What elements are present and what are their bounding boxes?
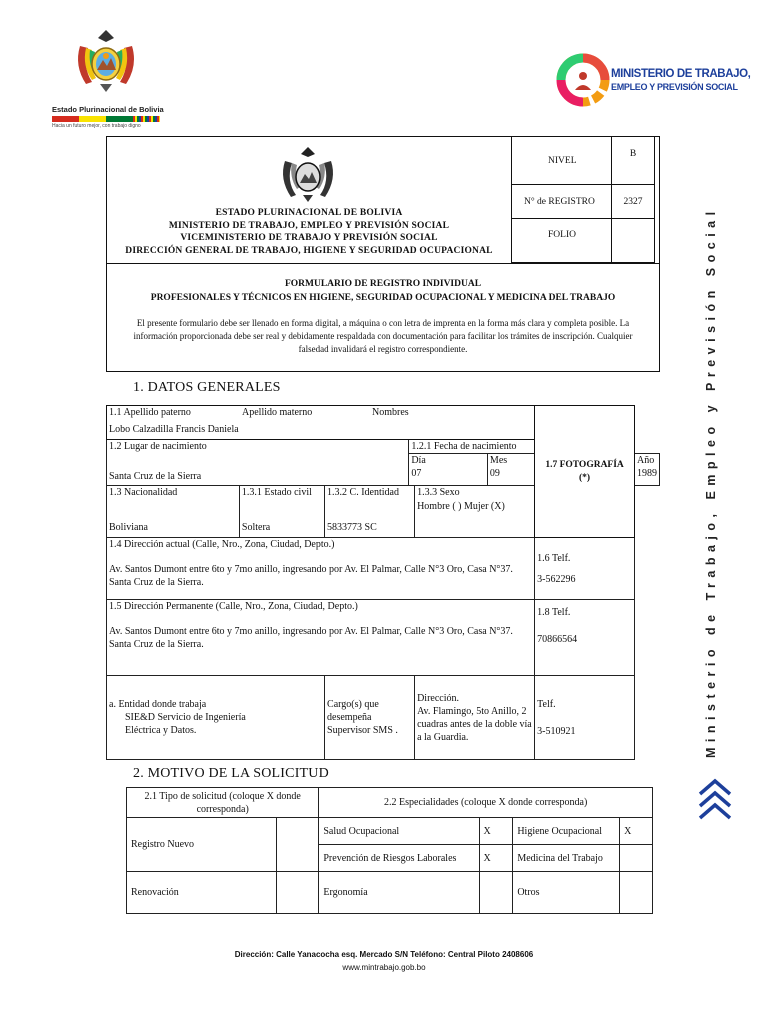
ergonomia-label: Ergonomía xyxy=(319,872,479,914)
section2-title: 2. MOTIVO DE LA SOLICITUD xyxy=(133,766,329,781)
estado-civil-cell[interactable] xyxy=(239,486,324,538)
registro-nuevo-checkbox[interactable] xyxy=(276,818,319,872)
ci-value: 5833773 SC xyxy=(327,522,377,533)
folio-label: FOLIO xyxy=(512,219,612,263)
registration-table xyxy=(511,136,655,263)
dir-actual-label: 1.4 Dirección actual (Calle, Nro., Zona, Ciudad, Depto.) xyxy=(109,539,335,550)
form-title xyxy=(107,277,659,305)
ergonomia-checkbox[interactable] xyxy=(479,872,513,914)
intro-text: El presente formulario debe ser llenado en forma digital, a máquina o con letra de imprenta en la forma más clara y completa posible. La información proporcionada debe ser real y debidamente respaldada con documentación para facilitar los trámites de inscripción. Cualquier falsedad invalidará el registro correspondiente. xyxy=(133,318,633,354)
country-name: Estado Plurinacional de Bolivia xyxy=(52,105,164,114)
registro-label: N° de REGISTRO xyxy=(512,185,612,219)
country-motto: Hacia un futuro mejor, con trabajo digno xyxy=(52,123,141,129)
registro-nuevo-label: Registro Nuevo xyxy=(127,818,277,872)
foto-note: (*) xyxy=(579,472,591,483)
bolivia-coat-of-arms-icon xyxy=(70,26,142,98)
esp-header: 2.2 Especialidades (coloque X donde corresponda) xyxy=(319,788,653,818)
org-line: MINISTERIO DE TRABAJO, EMPLEO Y PREVISIÓN SOCIAL xyxy=(168,220,450,231)
lugar-label: 1.2 Lugar de nacimiento xyxy=(109,441,207,452)
medicina-label: Medicina del Trabajo xyxy=(513,845,620,872)
divider xyxy=(107,263,659,264)
motivo-solicitud-table xyxy=(126,787,653,914)
dir-perm-label: 1.5 Dirección Permanente (Calle, Nro., Zona, Ciudad, Depto.) xyxy=(109,601,358,612)
telf2-value: 70866564 xyxy=(537,634,578,645)
mes-label: Mes xyxy=(489,455,508,466)
form-title-line2: PROFESIONALES Y TÉCNICOS EN HIGIENE, SEGURIDAD OCUPACIONAL Y MEDICINA DEL TRABAJO xyxy=(150,293,616,303)
medicina-checkbox[interactable] xyxy=(620,845,653,872)
dir-actual-value: Av. Santos Dumont entre 6to y 7mo anillo, ingresando por Av. El Palmar, Calle N°3 Oro, Casa N°37. Santa Cruz de la Sierra. xyxy=(109,564,513,588)
nacionalidad-cell[interactable] xyxy=(107,486,240,538)
ci-cell[interactable] xyxy=(325,486,415,538)
form-header xyxy=(106,136,660,372)
telf3-value: 3-510921 xyxy=(537,725,576,737)
footer xyxy=(0,948,768,974)
cargo-cell[interactable] xyxy=(325,676,415,760)
cargo-value: Supervisor SMS . xyxy=(327,725,398,736)
flag-strip xyxy=(52,116,160,122)
photo-box[interactable] xyxy=(535,406,635,538)
telf1-value: 3-562296 xyxy=(537,574,576,585)
ministry-name-line1: MINISTERIO DE TRABAJO, xyxy=(611,68,751,80)
telf2-label: 1.8 Telf. xyxy=(537,607,571,618)
mes-value: 09 xyxy=(489,468,500,479)
tipo-header: 2.1 Tipo de solicitud (coloque X donde corresponda) xyxy=(127,788,319,818)
foto-label: 1.7 FOTOGRAFÍA xyxy=(545,459,624,470)
direccion-cell[interactable] xyxy=(415,676,535,760)
ministry-name-line2: EMPLEO Y PREVISIÓN SOCIAL xyxy=(611,82,738,92)
organization-block xyxy=(107,207,511,257)
direccion-label: Dirección. xyxy=(417,692,459,704)
nombres-label: Nombres xyxy=(372,407,409,418)
form-title-line1: FORMULARIO DE REGISTRO INDIVIDUAL xyxy=(284,279,482,289)
apellido-materno-label: Apellido materno xyxy=(242,407,313,418)
footer-website[interactable]: www.mintrabajo.gob.bo xyxy=(342,963,426,972)
estado-civil-value: Soltera xyxy=(241,522,271,533)
gear-logo-icon xyxy=(553,46,617,110)
fecha-label: 1.2.1 Fecha de nacimiento xyxy=(409,440,535,454)
telf3-label: Telf. xyxy=(537,698,556,710)
cargo-label: Cargo(s) que desempeña xyxy=(327,699,379,723)
renovacion-checkbox[interactable] xyxy=(276,872,319,914)
otros-label: Otros xyxy=(513,872,620,914)
name-cell xyxy=(107,406,535,440)
section1-title: 1. DATOS GENERALES xyxy=(133,380,281,395)
footer-address: Dirección: Calle Yanacocha esq. Mercado S/N Teléfono: Central Piloto 2408606 xyxy=(234,950,534,959)
coat-of-arms-bw-icon xyxy=(277,145,339,205)
dir-perm-cell[interactable] xyxy=(107,600,535,676)
anio-label: Año xyxy=(637,455,655,466)
org-line: DIRECCIÓN GENERAL DE TRABAJO, HIGIENE Y SEGURIDAD OCUPACIONAL xyxy=(125,245,493,256)
telf3-cell[interactable] xyxy=(535,676,635,760)
nivel-value: B xyxy=(612,137,655,185)
entidad-value: SIE&D Servicio de Ingeniería Eléctrica y Datos. xyxy=(125,712,246,736)
nivel-label: NIVEL xyxy=(512,137,612,185)
sexo-value: Hombre ( ) Mujer (X) xyxy=(417,501,505,512)
ministry-logo xyxy=(553,46,751,116)
higiene-checkbox[interactable]: X xyxy=(620,818,653,845)
entidad-label: a. Entidad donde trabaja xyxy=(109,699,207,710)
anio-value: 1989 xyxy=(637,468,657,479)
ci-label: 1.3.2 C. Identidad xyxy=(327,487,399,498)
lugar-value[interactable]: Santa Cruz de la Sierra xyxy=(109,471,202,482)
dir-actual-cell[interactable] xyxy=(107,538,535,600)
apellido-paterno-label: 1.1 Apellido paterno xyxy=(109,407,191,418)
otros-checkbox[interactable] xyxy=(620,872,653,914)
telf2-cell[interactable] xyxy=(535,600,635,676)
sexo-cell[interactable] xyxy=(415,486,535,538)
nacionalidad-label: 1.3 Nacionalidad xyxy=(109,487,178,498)
nacionalidad-value: Boliviana xyxy=(109,522,148,533)
mes-cell[interactable] xyxy=(487,454,534,486)
dia-cell[interactable] xyxy=(409,454,488,486)
nombre-value[interactable]: Lobo Calzadilla Francis Daniela xyxy=(109,424,239,435)
bolivia-logo xyxy=(52,26,170,129)
vertical-text: Ministerio de Trabajo, Empleo y Previsión Social xyxy=(704,206,718,758)
entidad-cell[interactable] xyxy=(107,676,325,760)
dir-perm-value: Av. Santos Dumont entre 6to y 7mo anillo, ingresando por Av. El Palmar, Calle N°3 Oro, Casa N°37. Santa Cruz de la Sierra. xyxy=(109,626,513,650)
registro-value: 2327 xyxy=(612,185,655,219)
org-line: ESTADO PLURINACIONAL DE BOLIVIA xyxy=(215,208,403,218)
estado-civil-label: 1.3.1 Estado civil xyxy=(241,487,312,498)
lugar-cell xyxy=(107,440,409,486)
higiene-label: Higiene Ocupacional xyxy=(513,818,620,845)
prevencion-label: Prevención de Riesgos Laborales xyxy=(319,845,479,872)
folio-value xyxy=(612,219,655,263)
datos-generales-table xyxy=(106,405,660,760)
vertical-ministry-text xyxy=(700,206,726,758)
prevencion-checkbox[interactable]: X xyxy=(479,845,513,872)
telf1-cell[interactable] xyxy=(535,538,635,600)
chevron-up-icon xyxy=(698,778,732,822)
salud-checkbox[interactable]: X xyxy=(479,818,513,845)
salud-label: Salud Ocupacional xyxy=(319,818,479,845)
anio-cell[interactable] xyxy=(635,454,660,486)
dia-label: Día xyxy=(411,455,426,466)
sexo-label: 1.3.3 Sexo xyxy=(417,487,460,498)
renovacion-label: Renovación xyxy=(127,872,277,914)
org-line: VICEMINISTERIO DE TRABAJO Y PREVISIÓN SOCIAL xyxy=(180,233,438,243)
direccion-value: Av. Flamingo, 5to Anillo, 2 cuadras antes de la doble vía a la Guardia. xyxy=(417,705,532,743)
dia-value: 07 xyxy=(411,468,422,479)
telf1-label: 1.6 Telf. xyxy=(537,553,571,564)
